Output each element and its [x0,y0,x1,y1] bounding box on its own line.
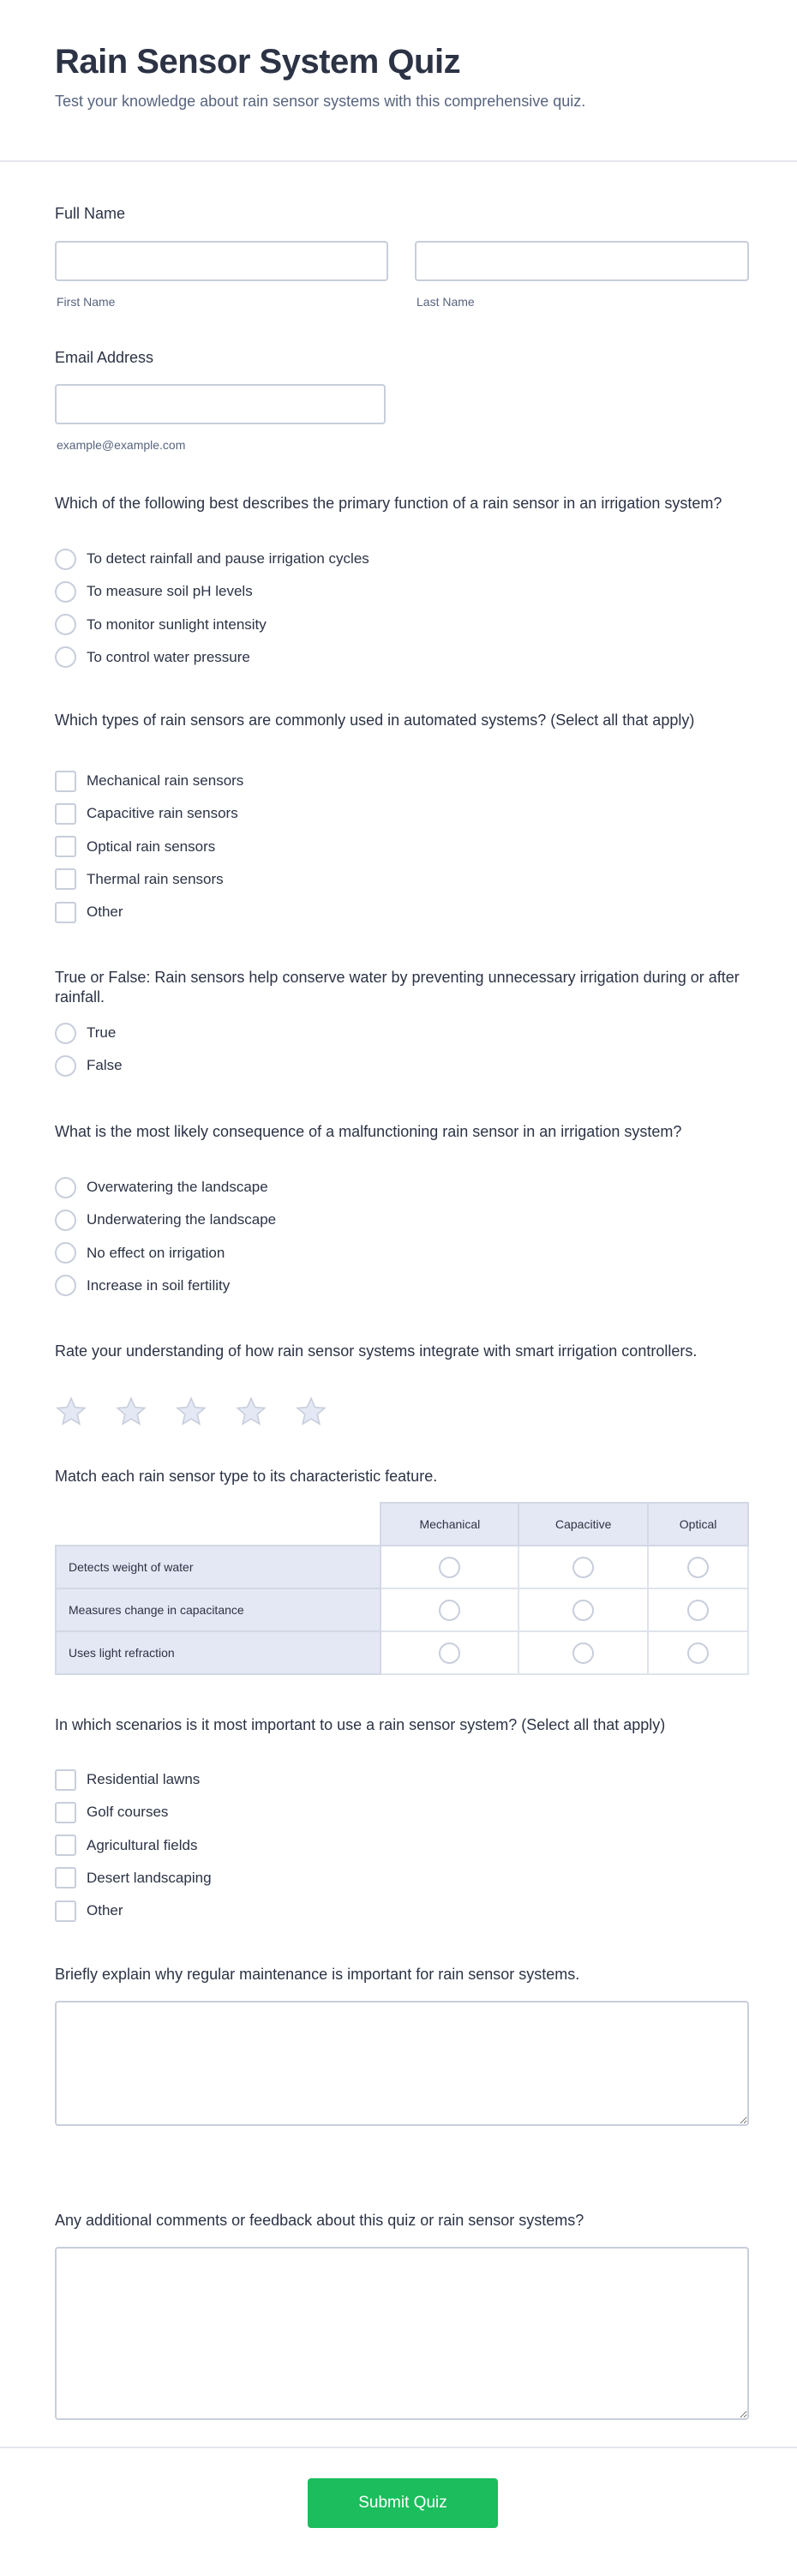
email-input[interactable] [55,384,386,424]
option-label: Optical rain sensors [87,838,216,855]
option-label: Other [87,904,123,921]
checkbox[interactable] [55,1867,76,1888]
matrix-corner [56,1503,381,1546]
matrix-column-header: Mechanical [381,1503,518,1546]
q4-question: What is the most likely consequence of a malfunctioning rain sensor in an irrigation system? [55,1123,682,1140]
matrix-row-label: Measures change in capacitance [56,1588,381,1631]
q1-question: Which of the following best describes the primary function of a rain sensor in an irrigation system? [55,495,722,512]
checkbox[interactable] [55,836,76,857]
checkbox[interactable] [55,1834,76,1856]
star-icon[interactable] [295,1396,327,1428]
option-label: Increase in soil fertility [87,1276,231,1294]
q2-option[interactable] [55,836,215,858]
radio-button[interactable] [55,581,76,603]
radio-button[interactable] [55,549,76,570]
page-title: Rain Sensor System Quiz [55,43,461,81]
q1-option[interactable] [55,548,369,570]
last-name-sublabel: Last Name [416,295,475,309]
radio-button[interactable] [439,1642,460,1664]
matrix-cell [518,1631,648,1674]
matrix-row-label: Uses light refraction [56,1631,381,1674]
star-icon[interactable] [115,1396,147,1428]
matrix-cell [648,1546,748,1588]
matrix-cell [518,1546,648,1588]
option-label: To monitor sunlight intensity [87,615,267,633]
full-name-label: Full Name [55,205,126,222]
radio-button[interactable] [572,1600,594,1621]
star-icon[interactable] [55,1396,87,1428]
q6-question: Match each rain sensor type to its characteristic feature. [55,1468,438,1485]
option-label: Desert landscaping [87,1869,212,1886]
radio-button[interactable] [687,1557,709,1578]
q4-option[interactable] [55,1275,230,1297]
matrix-column-header: Optical [648,1503,748,1546]
option-label: Golf courses [87,1804,169,1821]
q1-option[interactable] [55,646,250,669]
q4-option[interactable] [55,1209,276,1231]
last-name-input[interactable] [415,241,749,281]
matrix-column-header: Capacitive [518,1503,648,1546]
q1-option[interactable] [55,614,267,636]
radio-button[interactable] [55,1023,76,1044]
radio-button[interactable] [55,1242,76,1264]
option-label: To measure soil pH levels [87,583,253,600]
checkbox[interactable] [55,1769,76,1791]
submit-button[interactable]: Submit Quiz [308,2478,498,2528]
q7-option[interactable] [55,1834,197,1857]
option-label: Capacitive rain sensors [87,805,238,822]
radio-button[interactable] [687,1600,709,1621]
email-helper: example@example.com [57,438,186,452]
footer-divider [0,2447,797,2448]
email-label: Email Address [55,349,154,366]
option-label: Mechanical rain sensors [87,772,244,789]
star-icon[interactable] [235,1396,267,1428]
q7-option[interactable] [55,1867,212,1889]
radio-button[interactable] [55,614,76,635]
q2-option[interactable] [55,802,238,825]
q8-question: Briefly explain why regular maintenance is important for rain sensor systems. [55,1966,580,1983]
radio-button[interactable] [55,1055,76,1077]
q7-option[interactable] [55,1801,168,1823]
option-label: Agricultural fields [87,1836,198,1853]
matrix-cell [648,1588,748,1631]
checkbox[interactable] [55,803,76,825]
q9-question: Any additional comments or feedback about this quiz or rain sensor systems? [55,2212,584,2229]
q5-question: Rate your understanding of how rain sensor systems integrate with smart irrigation controllers. [55,1342,698,1360]
option-label: Other [87,1902,123,1919]
matrix-row [56,1588,748,1631]
q7-question: In which scenarios is it most important to use a rain sensor system? (Select all that apply) [55,1716,666,1733]
checkbox[interactable] [55,902,76,923]
checkbox[interactable] [55,868,76,890]
star-icon[interactable] [175,1396,207,1428]
matrix-row [56,1546,748,1588]
q2-question: Which types of rain sensors are commonly used in automated systems? (Select all that apply) [55,712,695,729]
q7-option[interactable] [55,1768,200,1791]
option-label: To detect rainfall and pause irrigation cycles [87,550,369,567]
option-label: Thermal rain sensors [87,870,224,887]
q2-option[interactable] [55,868,224,891]
option-label: Underwatering the landscape [87,1211,277,1228]
radio-button[interactable] [55,1275,76,1296]
header-divider [0,160,797,162]
radio-button[interactable] [55,1177,76,1198]
option-label: Overwatering the landscape [87,1179,268,1195]
radio-button[interactable] [439,1557,460,1578]
q2-option[interactable] [55,901,123,923]
q3-question: True or False: Rain sensors help conserve water by preventing unnecessary irrigation during or after rainfall. [55,969,740,1006]
q4-option[interactable] [55,1176,268,1198]
q7-option[interactable] [55,1900,123,1922]
maintenance-answer-textarea[interactable] [55,2001,749,2126]
star-rating[interactable] [55,1396,327,1428]
option-label: Residential lawns [87,1771,201,1787]
first-name-sublabel: First Name [57,295,116,309]
matrix-cell [381,1631,518,1674]
radio-button[interactable] [572,1557,594,1578]
radio-button[interactable] [55,1210,76,1231]
checkbox[interactable] [55,771,76,792]
option-label: No effect on irrigation [87,1244,225,1261]
q2-option[interactable] [55,770,243,792]
q1-option[interactable] [55,580,253,603]
checkbox[interactable] [55,1900,76,1922]
matrix-cell [381,1588,518,1631]
radio-button[interactable] [572,1642,594,1664]
radio-button[interactable] [687,1642,709,1664]
matrix-cell [381,1546,518,1588]
feedback-textarea[interactable] [55,2247,749,2420]
matrix-row-label: Detects weight of water [56,1546,381,1588]
matrix-cell [518,1588,648,1631]
matrix-cell [648,1631,748,1674]
radio-button[interactable] [439,1600,460,1621]
option-label: True [87,1024,117,1041]
option-label: To control water pressure [87,648,250,665]
radio-button[interactable] [55,646,76,668]
matrix-table [55,1502,749,1675]
q4-option[interactable] [55,1242,225,1264]
q3-option[interactable] [55,1022,116,1044]
checkbox[interactable] [55,1802,76,1823]
q3-option[interactable] [55,1054,123,1077]
first-name-input[interactable] [55,241,388,281]
matrix-row [56,1631,748,1674]
option-label: False [87,1057,123,1074]
page-subtitle: Test your knowledge about rain sensor systems with this comprehensive quiz. [55,93,586,110]
